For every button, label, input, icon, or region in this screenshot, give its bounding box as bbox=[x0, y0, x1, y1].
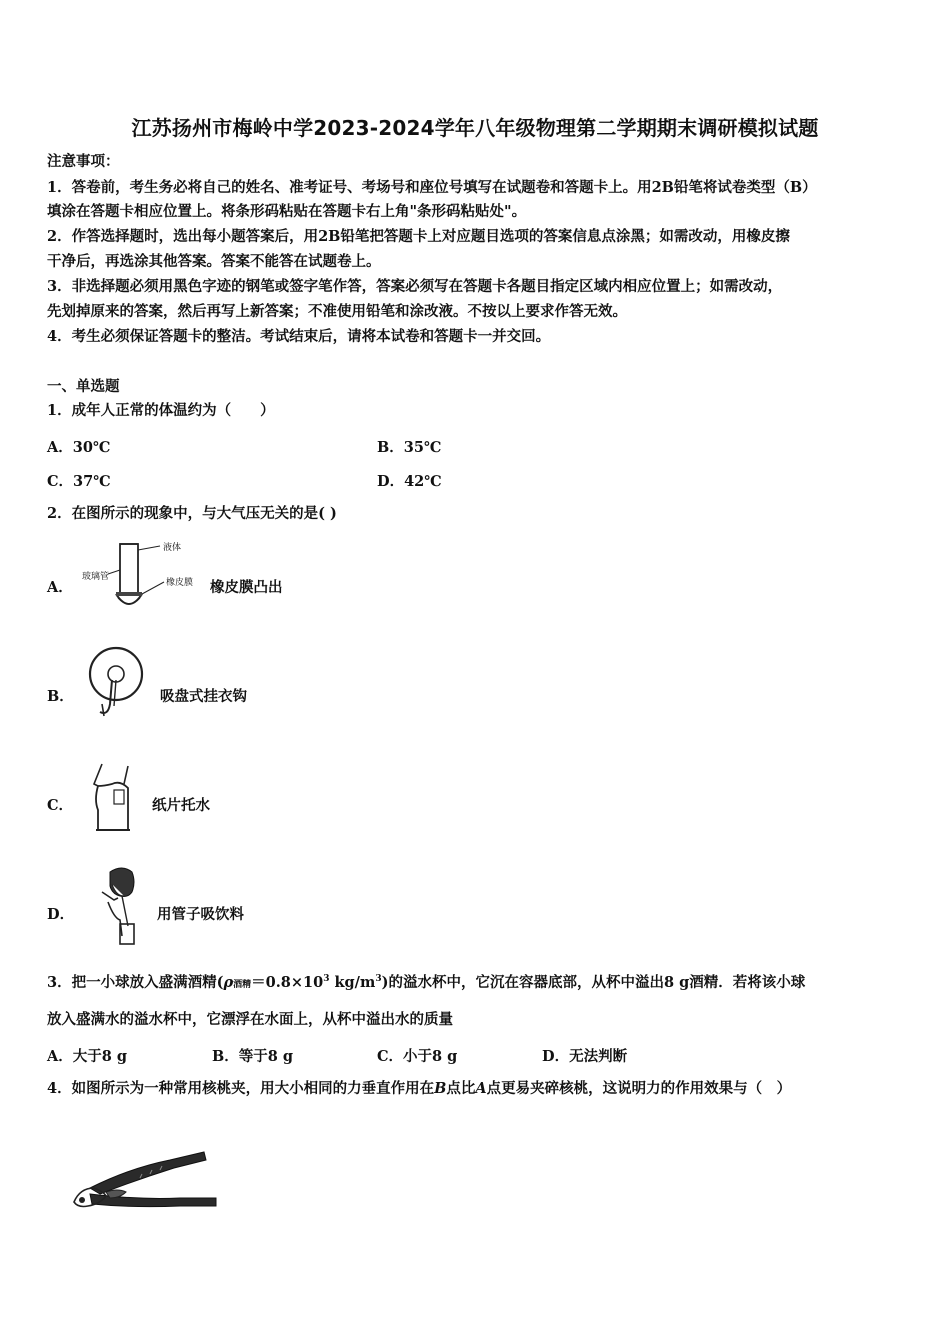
q2-option-d-letter[interactable]: D． bbox=[47, 906, 75, 923]
drinking-straw-figure bbox=[92, 862, 150, 948]
question-3-stem-line-1 bbox=[47, 973, 805, 995]
q3-text-part: 3．把一小球放入盛满酒精( bbox=[47, 974, 224, 991]
q4-text-part: 4．如图所示为一种常用核桃夹，用大小相同的力垂直作用在 bbox=[47, 1080, 435, 1097]
option-letter: D． bbox=[542, 1048, 570, 1065]
q4-text-part: 点比 bbox=[446, 1080, 476, 1097]
option-text: 42℃ bbox=[404, 473, 442, 490]
q2-option-d-text: 用管子吸饮料 bbox=[157, 906, 244, 923]
q3-option-c[interactable] bbox=[377, 1045, 457, 1066]
option-letter: B． bbox=[212, 1048, 239, 1065]
notice-line-1b: 填涂在答题卡相应位置上。将条形码粘贴在答题卡右上角"条形码粘贴处"。 bbox=[47, 203, 527, 220]
q3-option-a[interactable] bbox=[47, 1045, 127, 1066]
question-4-stem bbox=[47, 1079, 791, 1099]
q2-option-c-letter[interactable]: C． bbox=[47, 797, 74, 814]
suction-hook-figure bbox=[86, 646, 146, 720]
exponent: 3 bbox=[323, 974, 330, 985]
q3-option-b[interactable] bbox=[212, 1045, 293, 1066]
q2-option-b-letter[interactable]: B． bbox=[47, 688, 74, 705]
notice-line-1: 1．答卷前，考生务必将自己的姓名、准考证号、考场号和座位号填写在试题卷和答题卡上。用2B铅笔将试卷类型（B） bbox=[47, 179, 817, 196]
question-3-stem-line-2: 放入盛满水的溢水杯中，它漂浮在水面上，从杯中溢出水的质量 bbox=[47, 1011, 453, 1028]
option-text: 小于8 g bbox=[403, 1048, 458, 1065]
q3-text-part: ＝0.8×10 bbox=[251, 974, 324, 991]
option-letter: B． bbox=[377, 439, 404, 456]
option-text: 30℃ bbox=[72, 439, 111, 456]
q4-text-part: 点更易夹碎核桃，这说明力的作用效果与（ ） bbox=[486, 1080, 792, 1097]
option-text: 无法判断 bbox=[569, 1048, 628, 1065]
notice-line-3b: 先划掉原来的答案，然后再写上新答案；不准使用铅笔和涂改液。不按以上要求作答无效。 bbox=[47, 303, 627, 320]
option-text: 大于8 g bbox=[72, 1048, 128, 1065]
q2-option-a-text: 橡皮膜凸出 bbox=[210, 579, 283, 596]
notice-heading: 注意事项： bbox=[47, 153, 120, 170]
q1-option-b[interactable] bbox=[377, 436, 441, 457]
paper-holding-water-figure bbox=[84, 760, 140, 836]
nutcracker-figure bbox=[70, 1148, 220, 1214]
notice-line-4: 4．考生必须保证答题卡的整洁。考试结束后，请将本试卷和答题卡一并交回。 bbox=[47, 328, 551, 345]
section-heading: 一、单选题 bbox=[47, 378, 120, 395]
figure-label-membrane: 橡皮膜 bbox=[166, 578, 194, 588]
figure-label-tube: 玻璃管 bbox=[82, 572, 110, 582]
q3-text-part: kg/m bbox=[329, 974, 376, 991]
q3-option-d[interactable] bbox=[542, 1045, 627, 1066]
figure-label-liquid: 液体 bbox=[163, 543, 182, 553]
option-letter: A． bbox=[47, 439, 73, 456]
notice-line-2: 2．作答选择题时，选出每小题答案后，用2B铅笔把答题卡上对应题目选项的答案信息点涂黑；如需改动，用橡皮擦 bbox=[47, 228, 790, 245]
option-letter: D． bbox=[377, 473, 405, 490]
q1-option-a[interactable] bbox=[47, 436, 110, 457]
point-a-label: A bbox=[475, 1080, 487, 1097]
question-2-stem: 2．在图所示的现象中，与大气压无关的是( ) bbox=[47, 505, 337, 522]
point-b-label: B bbox=[434, 1080, 447, 1097]
q2-option-c-text: 纸片托水 bbox=[152, 797, 210, 814]
question-1-stem: 1．成年人正常的体温约为（ ） bbox=[47, 402, 275, 419]
rho-subscript: 酒精 bbox=[233, 980, 252, 990]
notice-line-2b: 干净后，再选涂其他答案。答案不能答在试题卷上。 bbox=[47, 253, 381, 270]
rho-symbol: ρ bbox=[223, 974, 234, 991]
option-text: 35℃ bbox=[403, 439, 442, 456]
option-letter: C． bbox=[377, 1048, 404, 1065]
q3-text-part: )的溢水杯中，它沉在容器底部，从杯中溢出8 g酒精．若将该小球 bbox=[381, 974, 806, 991]
option-text: 37℃ bbox=[73, 473, 111, 490]
exponent: 3 bbox=[375, 974, 382, 985]
option-letter: C． bbox=[47, 473, 74, 490]
option-letter: A． bbox=[47, 1048, 73, 1065]
q1-option-c[interactable] bbox=[47, 470, 111, 491]
q2-option-a-letter[interactable]: A． bbox=[47, 579, 73, 596]
q2-option-b-text: 吸盘式挂衣钩 bbox=[160, 688, 247, 705]
notice-line-3: 3．非选择题必须用黑色字迹的钢笔或签字笔作答，答案必须写在答题卡各题目指定区域内相应位置上；如需改动， bbox=[47, 278, 783, 295]
option-text: 等于8 g bbox=[238, 1048, 294, 1065]
q1-option-d[interactable] bbox=[377, 470, 442, 491]
page-title: 江苏扬州市梅岭中学2023-2024学年八年级物理第二学期期末调研模拟试题 bbox=[131, 116, 819, 140]
